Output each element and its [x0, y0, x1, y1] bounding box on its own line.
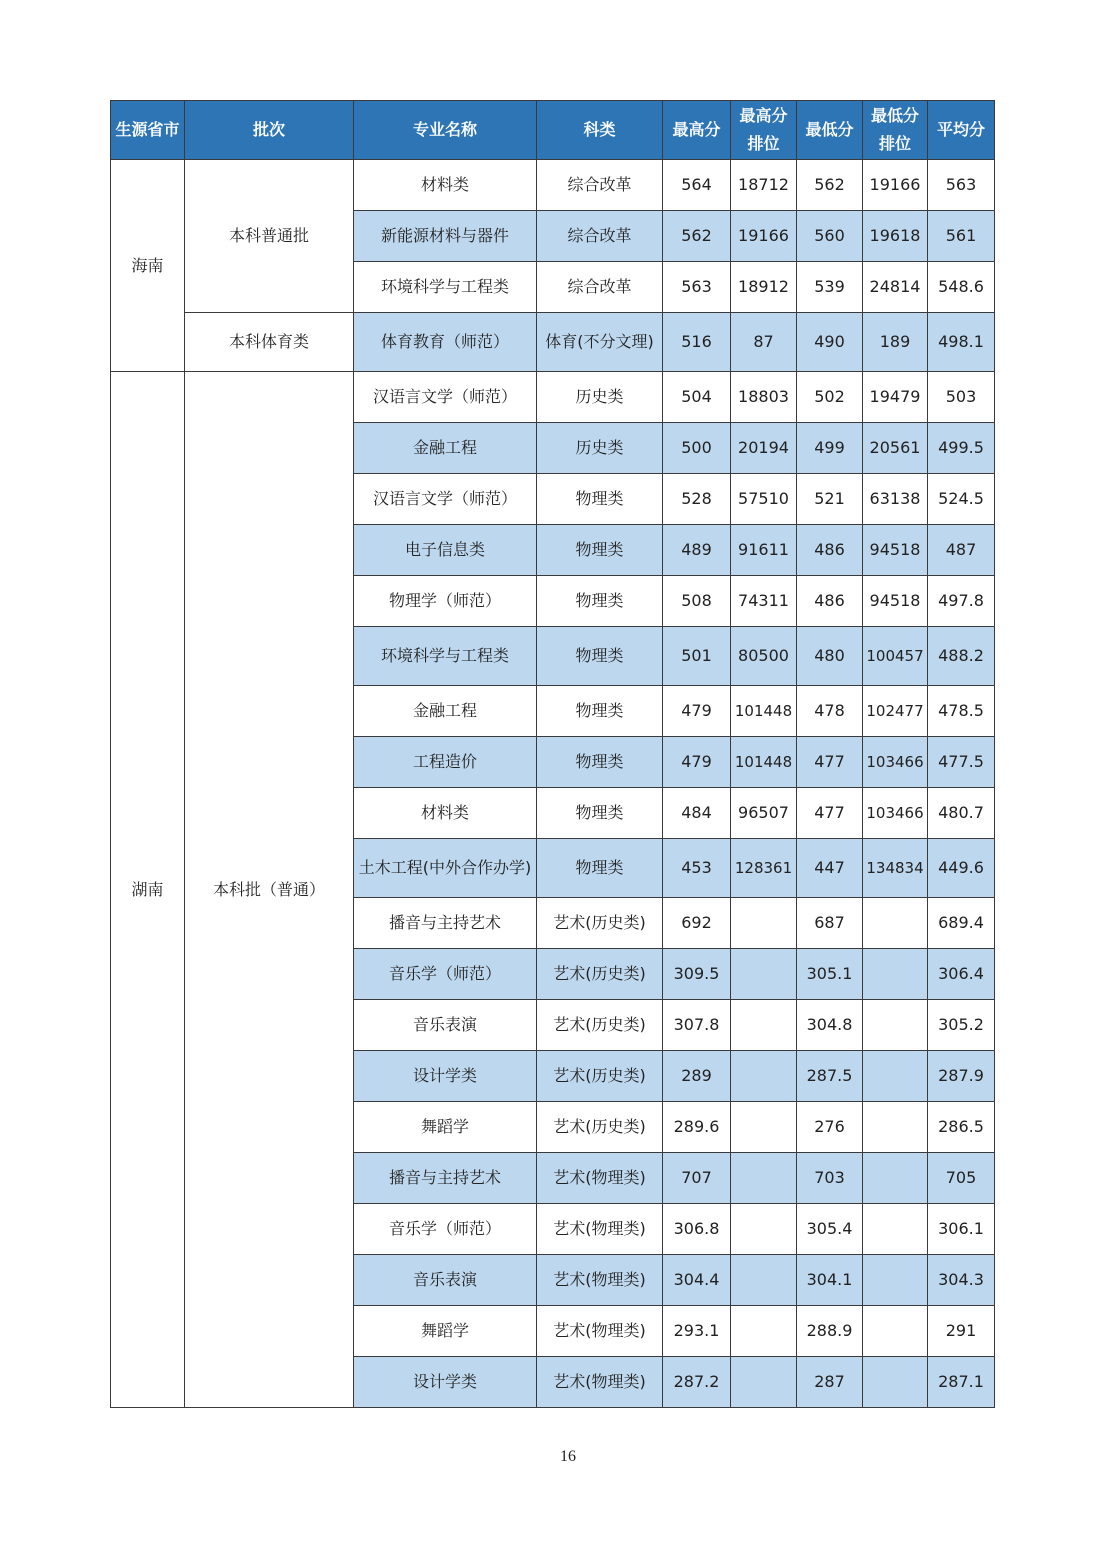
- max-score-cell: 508: [663, 576, 731, 627]
- min-score-cell: 486: [797, 525, 863, 576]
- table-row: [111, 313, 995, 372]
- max-rank-cell: [731, 1102, 797, 1153]
- category-cell: 物理类: [537, 576, 663, 627]
- avg-score-cell: 304.3: [928, 1255, 995, 1306]
- avg-score-cell: 306.1: [928, 1204, 995, 1255]
- min-score-cell: 305.4: [797, 1204, 863, 1255]
- max-rank-cell: 18912: [731, 262, 797, 313]
- avg-score-cell: 524.5: [928, 474, 995, 525]
- min-rank-cell: 189: [863, 313, 928, 372]
- min-rank-cell: [863, 1000, 928, 1051]
- category-cell: 历史类: [537, 372, 663, 423]
- max-score-cell: 306.8: [663, 1204, 731, 1255]
- avg-score-cell: 563: [928, 160, 995, 211]
- min-rank-cell: 100457: [863, 627, 928, 686]
- major-cell: 土木工程(中外合作办学): [354, 839, 537, 898]
- max-rank-cell: 101448: [731, 737, 797, 788]
- category-cell: 艺术(物理类): [537, 1306, 663, 1357]
- avg-score-cell: 306.4: [928, 949, 995, 1000]
- admission-scores-table: [110, 100, 995, 1408]
- category-cell: 艺术(物理类): [537, 1204, 663, 1255]
- batch-cell: 本科体育类: [185, 313, 354, 372]
- major-cell: 材料类: [354, 160, 537, 211]
- max-rank-cell: [731, 1357, 797, 1408]
- avg-score-cell: 449.6: [928, 839, 995, 898]
- min-score-cell: 477: [797, 737, 863, 788]
- major-cell: 音乐学（师范）: [354, 949, 537, 1000]
- min-rank-cell: 94518: [863, 525, 928, 576]
- max-score-cell: 293.1: [663, 1306, 731, 1357]
- major-cell: 设计学类: [354, 1357, 537, 1408]
- min-score-cell: 486: [797, 576, 863, 627]
- max-score-cell: 307.8: [663, 1000, 731, 1051]
- category-cell: 历史类: [537, 423, 663, 474]
- category-cell: 综合改革: [537, 211, 663, 262]
- header-avg-score: 平均分: [928, 101, 995, 160]
- max-rank-cell: [731, 1204, 797, 1255]
- category-cell: 艺术(历史类): [537, 1051, 663, 1102]
- table-header-row: [111, 101, 995, 160]
- max-score-cell: 489: [663, 525, 731, 576]
- min-score-cell: 480: [797, 627, 863, 686]
- header-max-score: 最高分: [663, 101, 731, 160]
- min-score-cell: 447: [797, 839, 863, 898]
- batch-cell: 本科批（普通）: [185, 372, 354, 1408]
- min-rank-cell: [863, 1357, 928, 1408]
- min-rank-cell: [863, 1102, 928, 1153]
- max-rank-cell: 91611: [731, 525, 797, 576]
- min-rank-cell: [863, 1306, 928, 1357]
- category-cell: 物理类: [537, 525, 663, 576]
- major-cell: 材料类: [354, 788, 537, 839]
- table-row: [111, 372, 995, 423]
- min-score-cell: 490: [797, 313, 863, 372]
- max-rank-cell: 57510: [731, 474, 797, 525]
- max-rank-cell: 80500: [731, 627, 797, 686]
- major-cell: 汉语言文学（师范）: [354, 474, 537, 525]
- min-rank-cell: 19166: [863, 160, 928, 211]
- avg-score-cell: 689.4: [928, 898, 995, 949]
- max-rank-cell: [731, 898, 797, 949]
- province-cell: 海南: [111, 160, 185, 372]
- max-score-cell: 500: [663, 423, 731, 474]
- max-score-cell: 692: [663, 898, 731, 949]
- min-rank-cell: 19618: [863, 211, 928, 262]
- min-score-cell: 521: [797, 474, 863, 525]
- category-cell: 综合改革: [537, 262, 663, 313]
- max-rank-cell: [731, 1255, 797, 1306]
- category-cell: 体育(不分文理): [537, 313, 663, 372]
- min-rank-cell: [863, 1255, 928, 1306]
- major-cell: 音乐表演: [354, 1255, 537, 1306]
- min-score-cell: 478: [797, 686, 863, 737]
- min-score-cell: 287: [797, 1357, 863, 1408]
- max-score-cell: 453: [663, 839, 731, 898]
- batch-cell: 本科普通批: [185, 160, 354, 313]
- max-rank-cell: 20194: [731, 423, 797, 474]
- major-cell: 环境科学与工程类: [354, 627, 537, 686]
- max-rank-cell: [731, 1000, 797, 1051]
- category-cell: 艺术(物理类): [537, 1153, 663, 1204]
- category-cell: 艺术(历史类): [537, 1102, 663, 1153]
- major-cell: 环境科学与工程类: [354, 262, 537, 313]
- max-score-cell: 479: [663, 737, 731, 788]
- major-cell: 音乐学（师范）: [354, 1204, 537, 1255]
- min-score-cell: 560: [797, 211, 863, 262]
- max-rank-cell: 128361: [731, 839, 797, 898]
- max-score-cell: 504: [663, 372, 731, 423]
- max-score-cell: 479: [663, 686, 731, 737]
- max-rank-cell: [731, 1051, 797, 1102]
- min-score-cell: 305.1: [797, 949, 863, 1000]
- min-score-cell: 499: [797, 423, 863, 474]
- major-cell: 播音与主持艺术: [354, 898, 537, 949]
- avg-score-cell: 488.2: [928, 627, 995, 686]
- max-score-cell: 707: [663, 1153, 731, 1204]
- category-cell: 综合改革: [537, 160, 663, 211]
- avg-score-cell: 286.5: [928, 1102, 995, 1153]
- header-min-score: 最低分: [797, 101, 863, 160]
- max-score-cell: 562: [663, 211, 731, 262]
- major-cell: 金融工程: [354, 423, 537, 474]
- avg-score-cell: 291: [928, 1306, 995, 1357]
- max-rank-cell: [731, 1306, 797, 1357]
- min-rank-cell: 63138: [863, 474, 928, 525]
- header-batch: 批次: [185, 101, 354, 160]
- max-rank-cell: 101448: [731, 686, 797, 737]
- max-rank-cell: 87: [731, 313, 797, 372]
- category-cell: 物理类: [537, 737, 663, 788]
- avg-score-cell: 705: [928, 1153, 995, 1204]
- max-rank-cell: 18803: [731, 372, 797, 423]
- max-score-cell: 289: [663, 1051, 731, 1102]
- category-cell: 艺术(历史类): [537, 949, 663, 1000]
- header-max-rank: 最高分排位: [731, 101, 797, 160]
- max-rank-cell: 96507: [731, 788, 797, 839]
- avg-score-cell: 477.5: [928, 737, 995, 788]
- avg-score-cell: 305.2: [928, 1000, 995, 1051]
- province-cell: 湖南: [111, 372, 185, 1408]
- max-rank-cell: [731, 1153, 797, 1204]
- max-score-cell: 516: [663, 313, 731, 372]
- min-rank-cell: [863, 1204, 928, 1255]
- min-score-cell: 502: [797, 372, 863, 423]
- min-score-cell: 304.8: [797, 1000, 863, 1051]
- header-category: 科类: [537, 101, 663, 160]
- min-rank-cell: 134834: [863, 839, 928, 898]
- major-cell: 工程造价: [354, 737, 537, 788]
- max-score-cell: 309.5: [663, 949, 731, 1000]
- min-rank-cell: [863, 1153, 928, 1204]
- category-cell: 艺术(历史类): [537, 898, 663, 949]
- min-rank-cell: 20561: [863, 423, 928, 474]
- header-min-rank: 最低分排位: [863, 101, 928, 160]
- min-rank-cell: 103466: [863, 788, 928, 839]
- major-cell: 物理学（师范）: [354, 576, 537, 627]
- header-province: 生源省市: [111, 101, 185, 160]
- major-cell: 体育教育（师范）: [354, 313, 537, 372]
- max-rank-cell: 19166: [731, 211, 797, 262]
- max-score-cell: 501: [663, 627, 731, 686]
- page-number: 16: [560, 1448, 576, 1465]
- max-score-cell: 287.2: [663, 1357, 731, 1408]
- major-cell: 音乐表演: [354, 1000, 537, 1051]
- min-score-cell: 687: [797, 898, 863, 949]
- category-cell: 物理类: [537, 627, 663, 686]
- avg-score-cell: 478.5: [928, 686, 995, 737]
- min-rank-cell: 24814: [863, 262, 928, 313]
- min-rank-cell: 103466: [863, 737, 928, 788]
- avg-score-cell: 499.5: [928, 423, 995, 474]
- avg-score-cell: 561: [928, 211, 995, 262]
- avg-score-cell: 480.7: [928, 788, 995, 839]
- max-score-cell: 528: [663, 474, 731, 525]
- max-rank-cell: 18712: [731, 160, 797, 211]
- min-score-cell: 477: [797, 788, 863, 839]
- header-major: 专业名称: [354, 101, 537, 160]
- category-cell: 艺术(历史类): [537, 1000, 663, 1051]
- table-row: [111, 160, 995, 211]
- min-rank-cell: 102477: [863, 686, 928, 737]
- min-rank-cell: 19479: [863, 372, 928, 423]
- min-score-cell: 539: [797, 262, 863, 313]
- max-score-cell: 304.4: [663, 1255, 731, 1306]
- avg-score-cell: 287.9: [928, 1051, 995, 1102]
- major-cell: 汉语言文学（师范）: [354, 372, 537, 423]
- min-score-cell: 304.1: [797, 1255, 863, 1306]
- major-cell: 金融工程: [354, 686, 537, 737]
- avg-score-cell: 287.1: [928, 1357, 995, 1408]
- avg-score-cell: 497.8: [928, 576, 995, 627]
- category-cell: 艺术(物理类): [537, 1255, 663, 1306]
- max-score-cell: 484: [663, 788, 731, 839]
- max-score-cell: 564: [663, 160, 731, 211]
- min-score-cell: 276: [797, 1102, 863, 1153]
- min-rank-cell: [863, 1051, 928, 1102]
- category-cell: 物理类: [537, 839, 663, 898]
- major-cell: 设计学类: [354, 1051, 537, 1102]
- category-cell: 物理类: [537, 788, 663, 839]
- major-cell: 舞蹈学: [354, 1102, 537, 1153]
- max-score-cell: 289.6: [663, 1102, 731, 1153]
- avg-score-cell: 498.1: [928, 313, 995, 372]
- category-cell: 物理类: [537, 474, 663, 525]
- min-rank-cell: 94518: [863, 576, 928, 627]
- min-score-cell: 703: [797, 1153, 863, 1204]
- avg-score-cell: 548.6: [928, 262, 995, 313]
- major-cell: 新能源材料与器件: [354, 211, 537, 262]
- avg-score-cell: 487: [928, 525, 995, 576]
- category-cell: 艺术(物理类): [537, 1357, 663, 1408]
- min-rank-cell: [863, 949, 928, 1000]
- major-cell: 舞蹈学: [354, 1306, 537, 1357]
- major-cell: 电子信息类: [354, 525, 537, 576]
- min-score-cell: 287.5: [797, 1051, 863, 1102]
- major-cell: 播音与主持艺术: [354, 1153, 537, 1204]
- min-score-cell: 562: [797, 160, 863, 211]
- min-rank-cell: [863, 898, 928, 949]
- category-cell: 物理类: [537, 686, 663, 737]
- max-rank-cell: 74311: [731, 576, 797, 627]
- avg-score-cell: 503: [928, 372, 995, 423]
- min-score-cell: 288.9: [797, 1306, 863, 1357]
- max-score-cell: 563: [663, 262, 731, 313]
- max-rank-cell: [731, 949, 797, 1000]
